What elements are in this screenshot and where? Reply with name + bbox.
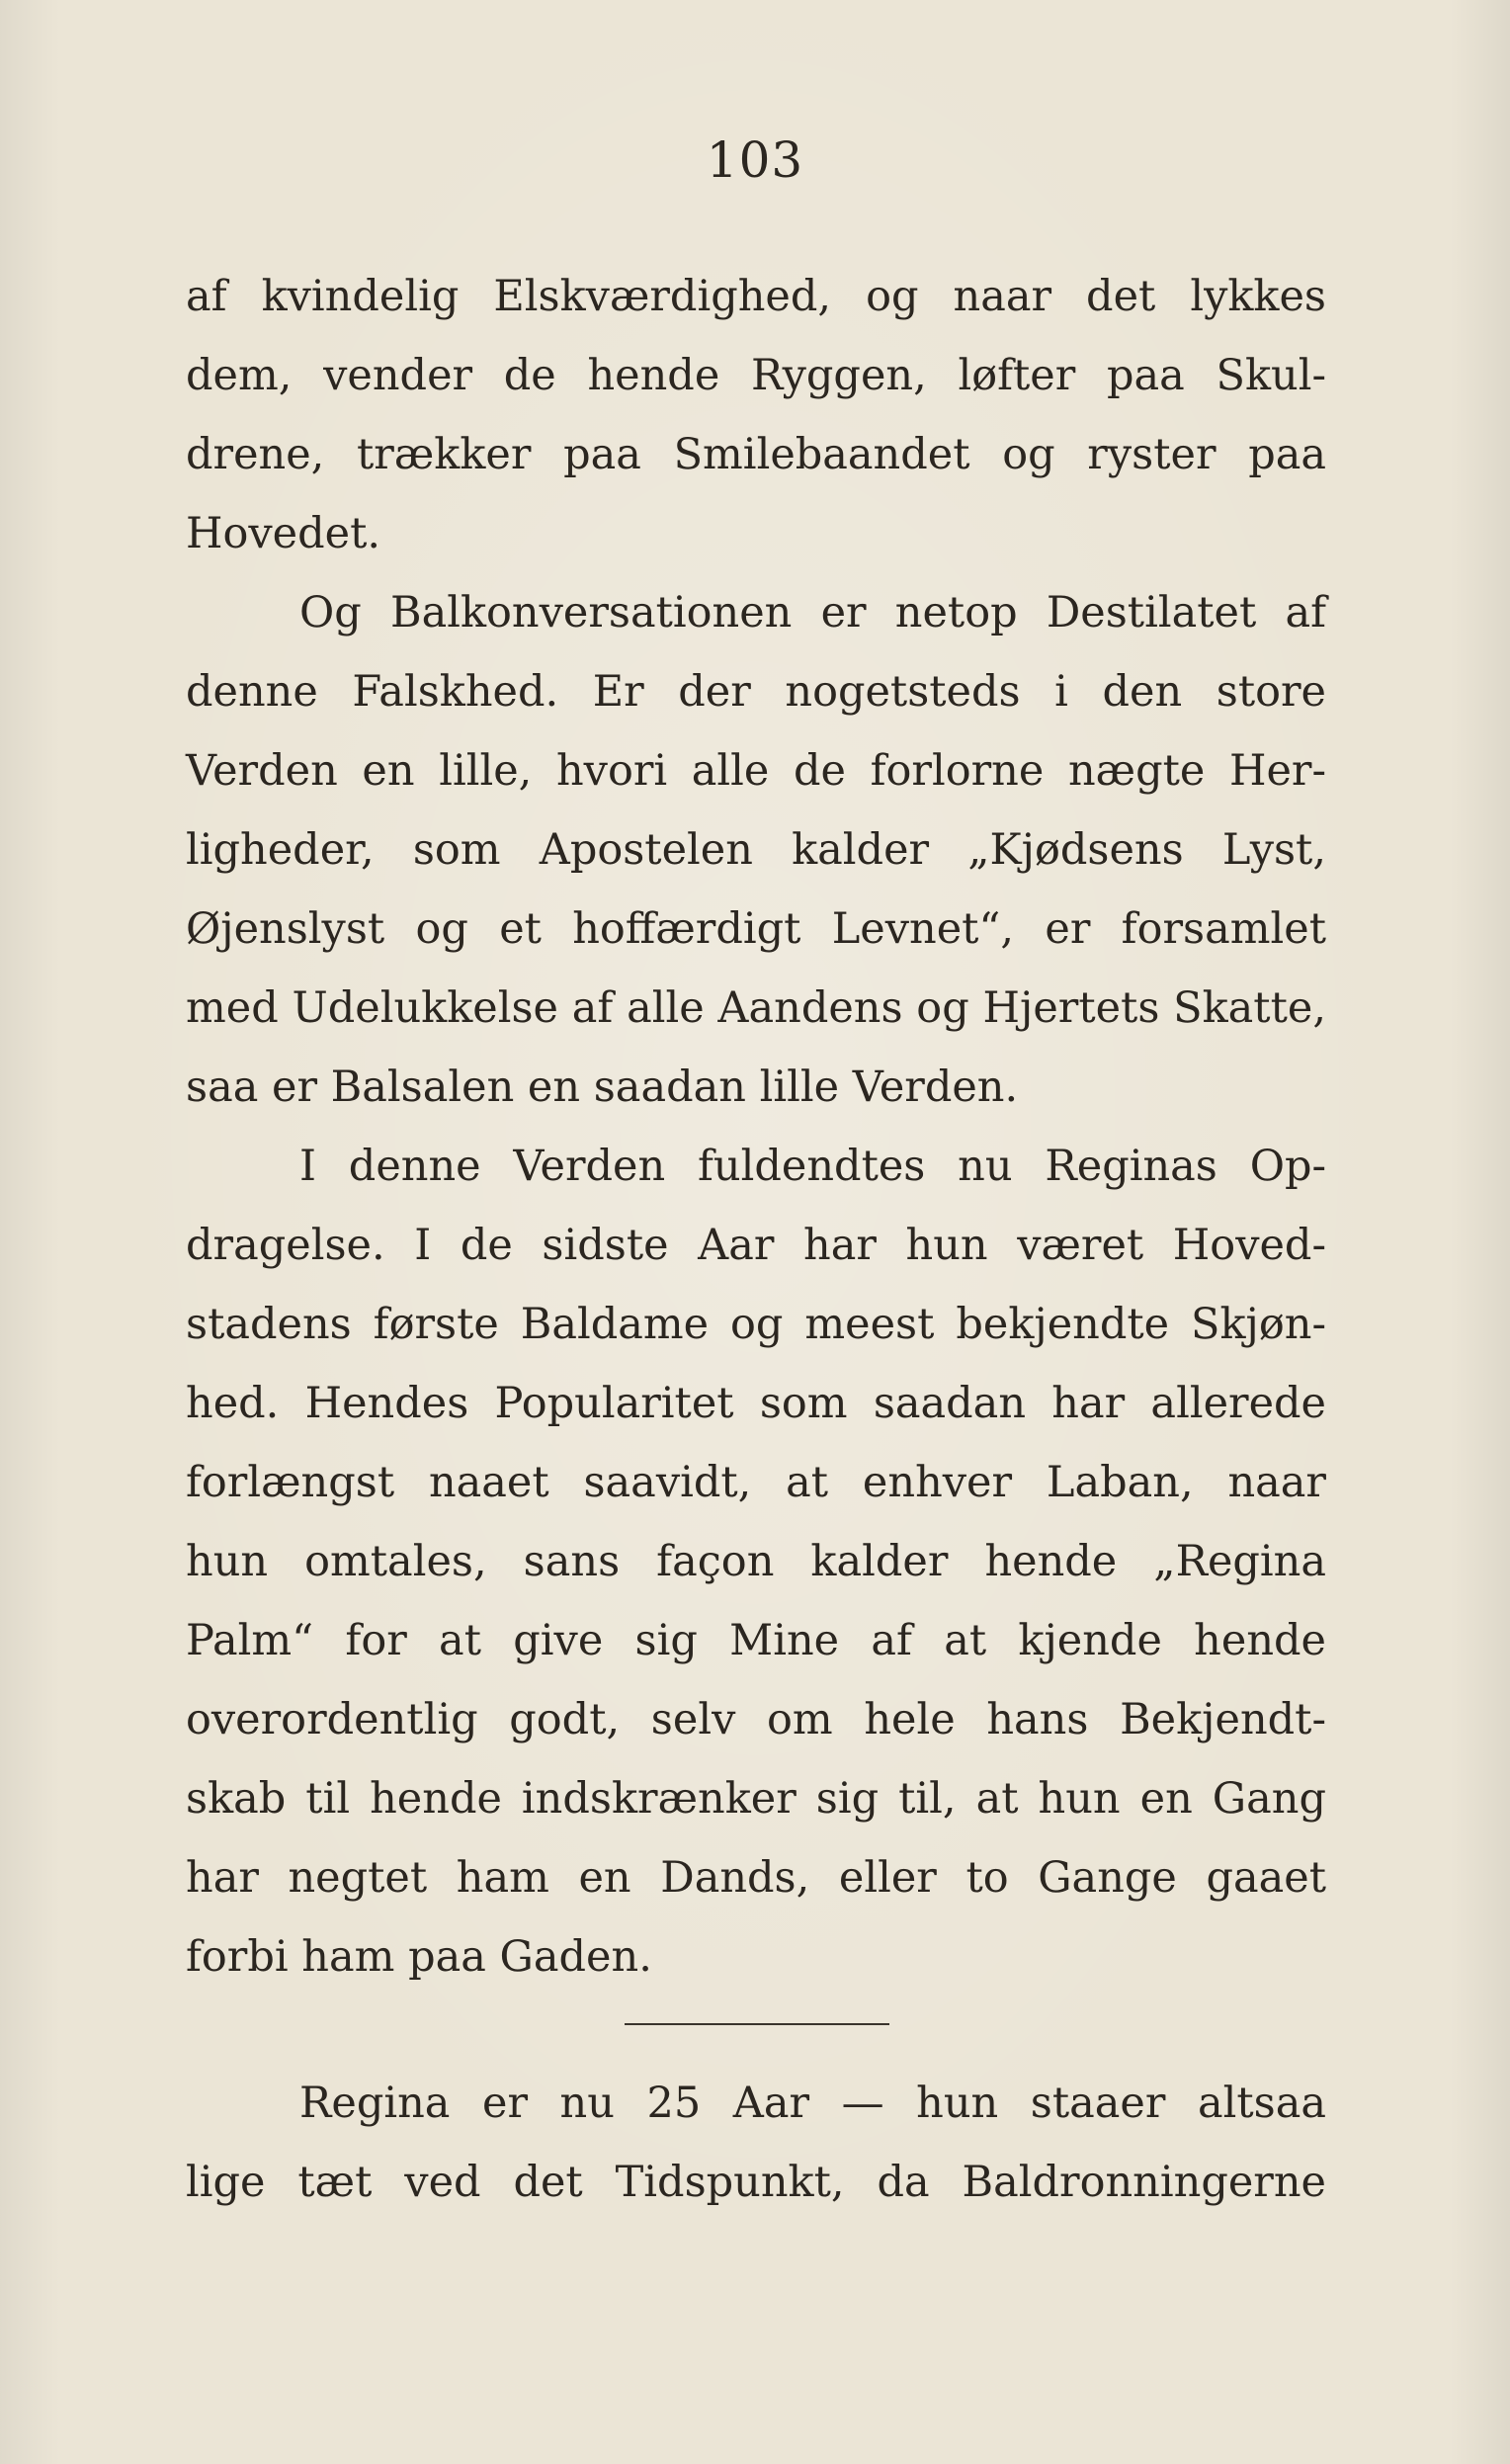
- text-line: saa er Balsalen en saadan lille Verden.: [186, 1062, 1019, 1112]
- text-line: Hovedet.: [186, 509, 381, 558]
- page-number: 103: [706, 131, 804, 189]
- text-line: forbi ham paa Gaden.: [186, 1932, 652, 1982]
- text-line: har negtet ham en Dands, eller to Gange gaaet: [186, 1853, 1326, 1903]
- text-line: Regina er nu 25 Aar — hun staaer altsaa: [299, 2079, 1326, 2128]
- text-line: hun omtales, sans façon kalder hende „Regina: [186, 1537, 1326, 1586]
- text-line: med Udelukkelse af alle Aandens og Hjertets Skatte,: [186, 983, 1326, 1033]
- text-line: ligheder, som Apostelen kalder „Kjødsens Lyst,: [186, 825, 1326, 875]
- text-line: I denne Verden fuldendtes nu Reginas Op-: [299, 1142, 1326, 1191]
- section-divider: [625, 2023, 889, 2025]
- text-line: Verden en lille, hvori alle de forlorne nægte Her-: [186, 746, 1326, 796]
- text-line: Palm“ for at give sig Mine af at kjende hende: [186, 1616, 1326, 1665]
- text-line: hed. Hendes Popularitet som saadan har allerede: [186, 1379, 1326, 1428]
- text-line: denne Falskhed. Er der nogetsteds i den store: [186, 667, 1326, 717]
- body-text-lower: [186, 2064, 1326, 2222]
- body-text-upper: [186, 257, 1326, 1997]
- text-line: forlængst naaet saavidt, at enhver Laban, naar: [186, 1458, 1326, 1507]
- text-line: dragelse. I de sidste Aar har hun været Hoved-: [186, 1221, 1326, 1270]
- text-line: af kvindelig Elskværdighed, og naar det lykkes: [186, 272, 1326, 321]
- text-line: Og Balkonversationen er netop Destilatet af: [299, 588, 1326, 637]
- text-line: lige tæt ved det Tidspunkt, da Baldronningerne: [186, 2158, 1326, 2207]
- text-line: dem, vender de hende Ryggen, løfter paa Skul-: [186, 351, 1326, 400]
- text-line: skab til hende indskrænker sig til, at hun en Gang: [186, 1774, 1326, 1824]
- text-line: overordentlig godt, selv om hele hans Bekjendt-: [186, 1695, 1326, 1744]
- text-line: Øjenslyst og et hoffærdigt Levnet“, er forsamlet: [186, 904, 1326, 954]
- text-line: stadens første Baldame og meest bekjendte Skjøn-: [186, 1300, 1326, 1349]
- text-line: drene, trækker paa Smilebaandet og ryster paa: [186, 430, 1326, 479]
